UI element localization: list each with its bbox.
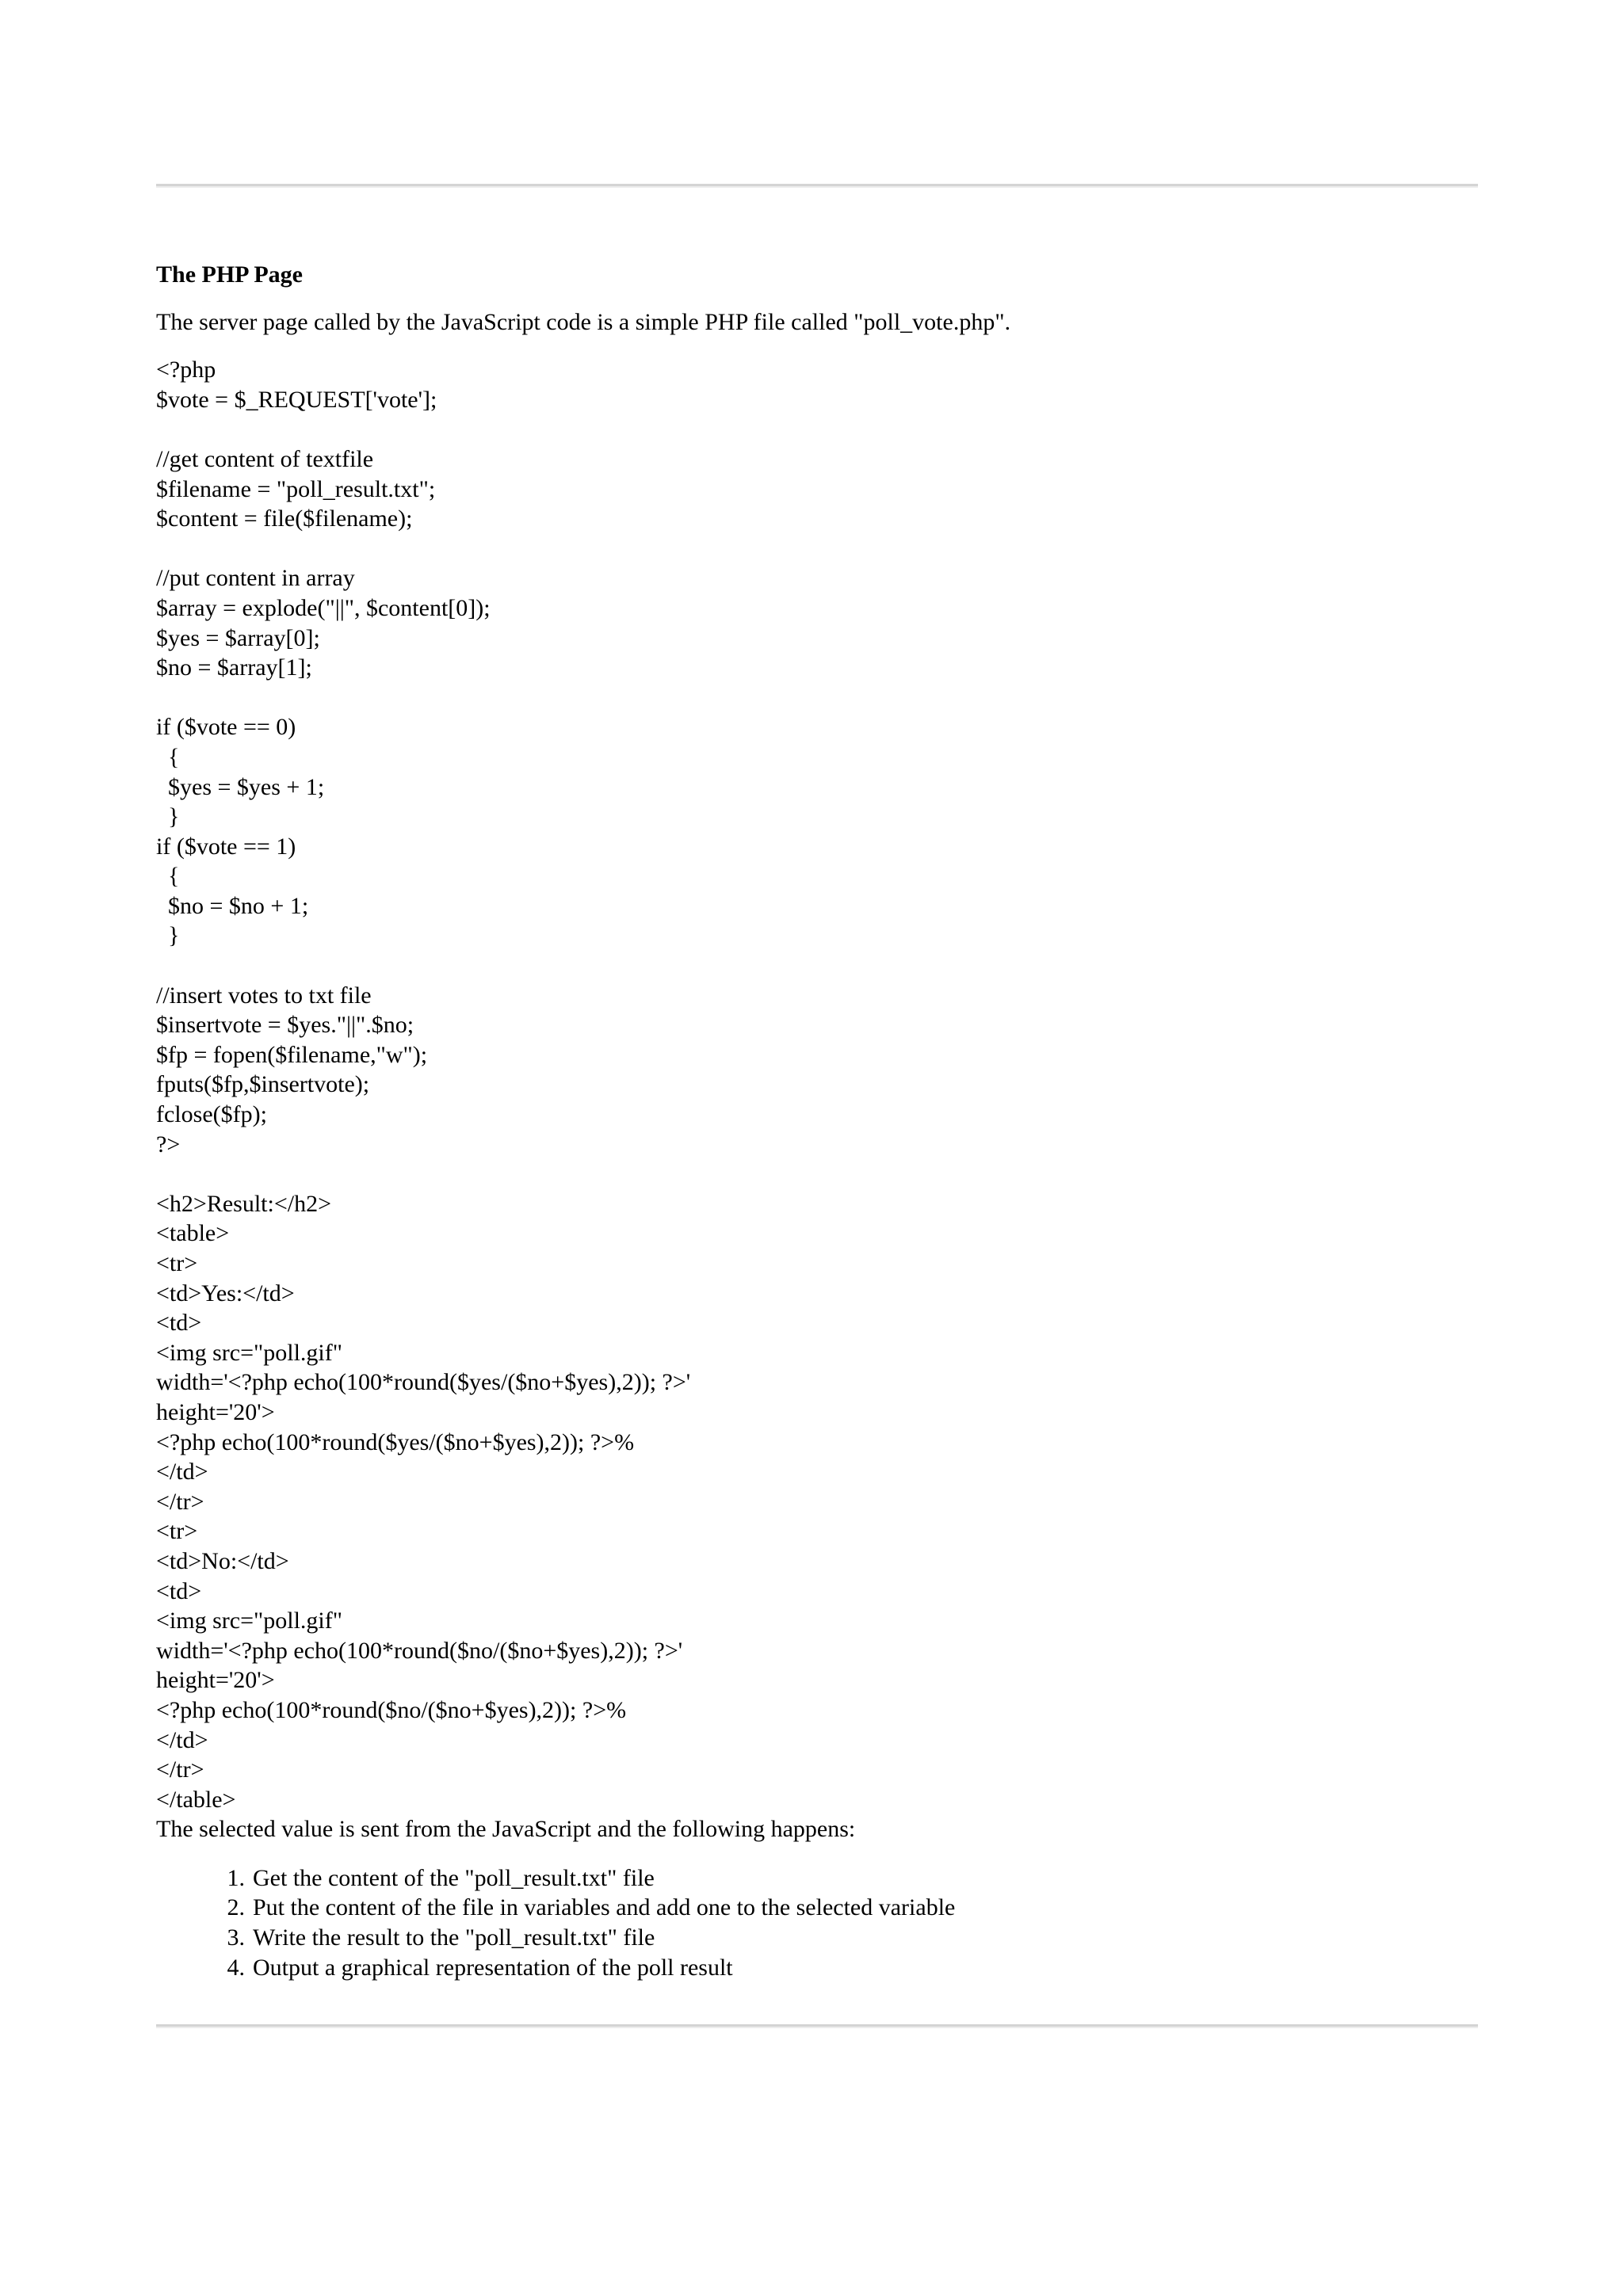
code-line bbox=[156, 683, 1478, 713]
step-item bbox=[156, 1923, 1478, 1953]
code-line: <td>Yes:</td> bbox=[156, 1280, 295, 1306]
step-number: 2. bbox=[227, 1894, 245, 1921]
code-line: fputs($fp,$insertvote); bbox=[156, 1071, 370, 1098]
code-line: </td> bbox=[156, 1726, 208, 1753]
code-line: </td> bbox=[156, 1459, 208, 1486]
step-text: Put the content of the file in variables and add one to the selected variable bbox=[253, 1894, 956, 1921]
code-line: if ($vote == 1) bbox=[156, 833, 296, 860]
code-line: </tr> bbox=[156, 1488, 204, 1515]
step-text: Output a graphical representation of the poll result bbox=[253, 1954, 733, 1981]
code-line: $yes = $yes + 1; bbox=[156, 773, 325, 800]
code-line bbox=[156, 1159, 1478, 1189]
code-line: $fp = fopen($filename,"w"); bbox=[156, 1041, 428, 1068]
step-number: 4. bbox=[227, 1954, 245, 1981]
code-line: } bbox=[156, 922, 180, 949]
top-divider bbox=[156, 184, 1478, 188]
code-line: if ($vote == 0) bbox=[156, 714, 296, 741]
code-line: <table> bbox=[156, 1220, 230, 1247]
code-line: $yes = $array[0]; bbox=[156, 624, 320, 651]
code-line: { bbox=[156, 863, 180, 890]
code-line: <img src="poll.gif" bbox=[156, 1608, 342, 1634]
bottom-divider bbox=[156, 2024, 1478, 2028]
code-line: { bbox=[156, 743, 180, 770]
code-line: <td> bbox=[156, 1310, 202, 1337]
code-line: <img src="poll.gif" bbox=[156, 1339, 342, 1366]
code-line: <tr> bbox=[156, 1250, 198, 1276]
code-line: $no = $array[1]; bbox=[156, 654, 312, 681]
steps-list bbox=[156, 1863, 1478, 1982]
code-line: <tr> bbox=[156, 1518, 198, 1545]
step-number: 1. bbox=[227, 1864, 245, 1891]
code-line: $no = $no + 1; bbox=[156, 892, 309, 919]
code-line: height='20'> bbox=[156, 1398, 275, 1425]
page-content bbox=[156, 260, 1478, 1982]
step-item bbox=[156, 1863, 1478, 1894]
code-line: $filename = "poll_result.txt"; bbox=[156, 475, 436, 502]
code-line: fclose($fp); bbox=[156, 1101, 267, 1128]
code-line: </table> bbox=[156, 1786, 236, 1813]
step-text: Get the content of the "poll_result.txt" file bbox=[253, 1864, 655, 1891]
step-item bbox=[156, 1953, 1478, 1983]
code-line: </tr> bbox=[156, 1756, 204, 1783]
code-line: <h2>Result:</h2> bbox=[156, 1190, 332, 1217]
code-line: //get content of textfile bbox=[156, 445, 374, 472]
step-number: 3. bbox=[227, 1924, 245, 1951]
code-line: } bbox=[156, 803, 180, 830]
step-item bbox=[156, 1893, 1478, 1923]
code-line: width='<?php echo(100*round($no/($no+$yes),2)); ?>' bbox=[156, 1637, 683, 1664]
code-line bbox=[156, 414, 1478, 444]
code-line: $content = file($filename); bbox=[156, 505, 413, 532]
code-line: $array = explode("||", $content[0]); bbox=[156, 594, 491, 621]
code-line: $vote = $_REQUEST['vote']; bbox=[156, 386, 437, 413]
code-line: //insert votes to txt file bbox=[156, 982, 372, 1009]
php-code-block bbox=[156, 355, 1478, 1814]
step-text: Write the result to the "poll_result.txt" file bbox=[253, 1924, 655, 1951]
code-line: <td> bbox=[156, 1577, 202, 1604]
code-line: <td>No:</td> bbox=[156, 1547, 289, 1574]
after-code-text: The selected value is sent from the JavaScript and the following happens: bbox=[156, 1816, 856, 1843]
code-line: <?php echo(100*round($no/($no+$yes),2)); ?>% bbox=[156, 1696, 627, 1723]
code-line: //put content in array bbox=[156, 565, 355, 592]
code-line: $insertvote = $yes."||".$no; bbox=[156, 1012, 414, 1039]
code-line: height='20'> bbox=[156, 1667, 275, 1694]
code-line: <?php bbox=[156, 357, 216, 383]
section-intro: The server page called by the JavaScript code is a simple PHP file called "poll_vote.php". bbox=[156, 308, 1011, 335]
code-line bbox=[156, 951, 1478, 981]
section-title: The PHP Page bbox=[156, 261, 303, 288]
code-line bbox=[156, 534, 1478, 564]
code-line: width='<?php echo(100*round($yes/($no+$yes),2)); ?>' bbox=[156, 1369, 691, 1396]
code-line: ?> bbox=[156, 1131, 181, 1158]
code-line: <?php echo(100*round($yes/($no+$yes),2)); ?>% bbox=[156, 1428, 635, 1455]
